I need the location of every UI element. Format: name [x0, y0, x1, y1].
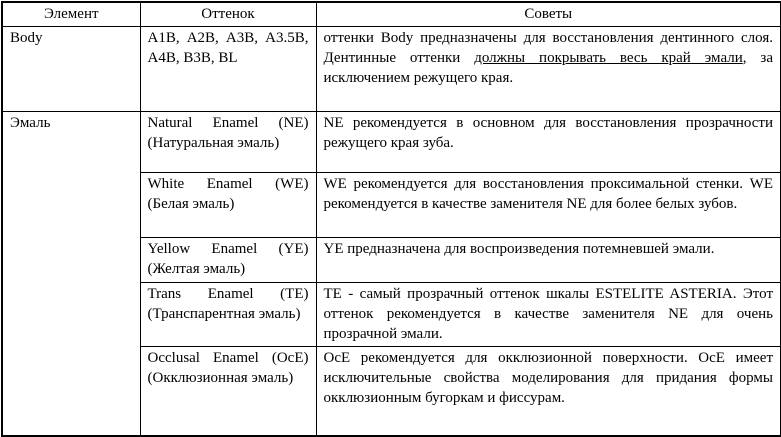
tip-cell-occlusal-enamel: OcE рекомендуется для окклюзионной поверхности. OcE имеет исключительные свойства моделирования для придания формы окклюзионным бугоркам и фиссурам.	[316, 347, 781, 436]
tip-cell-trans-enamel: TE - самый прозрачный оттенок шкалы ESTELITE ASTERIA. Этот оттенок рекомендуется в качестве заменителя NE для очень прозрачной эмали.	[316, 283, 781, 347]
column-header-element: Элемент	[2, 2, 140, 27]
table-row-body	[2, 27, 781, 112]
shade-cell-occlusal-enamel: Occlusal Enamel (OcE) (Окклюзионная эмаль)	[140, 347, 316, 436]
shade-cell-white-enamel: White Enamel (WE) (Белая эмаль)	[140, 173, 316, 238]
tip-text-before: оттенки Body предназначены для восстановления дентинного слоя. Дентинные оттенки	[323, 30, 773, 66]
tip-cell-natural-enamel: NE рекомендуется в основном для восстановления прозрачности режущего края зуба.	[316, 112, 781, 173]
column-header-shade: Оттенок	[140, 2, 316, 27]
element-cell-enamel: Эмаль	[2, 112, 140, 436]
shade-cell-body: A1B, A2B, A3B, A3.5B, A4B, B3B, BL	[140, 27, 316, 112]
table-row-natural-enamel	[2, 112, 781, 173]
shade-cell-natural-enamel: Natural Enamel (NE) (Натуральная эмаль)	[140, 112, 316, 173]
tip-cell-body	[316, 27, 781, 112]
shade-cell-yellow-enamel: Yellow Enamel (YE) (Желтая эмаль)	[140, 238, 316, 283]
header-row	[2, 2, 781, 27]
tip-cell-yellow-enamel: YE предназначена для воспроизведения потемневшей эмали.	[316, 238, 781, 283]
tip-text-after: , за исключением режущего края.	[323, 50, 774, 86]
tip-text-underlined: должны покрывать весь край эмали	[474, 50, 743, 66]
element-cell-body: Body	[2, 27, 140, 112]
shade-cell-trans-enamel: Trans Enamel (TE) (Транспарентная эмаль)	[140, 283, 316, 347]
shade-table	[1, 1, 781, 437]
tip-cell-white-enamel: WE рекомендуется для восстановления проксимальной стенки. WE рекомендуется в качестве заменителя NE для более белых зубов.	[316, 173, 781, 238]
column-header-tips: Советы	[316, 2, 781, 27]
